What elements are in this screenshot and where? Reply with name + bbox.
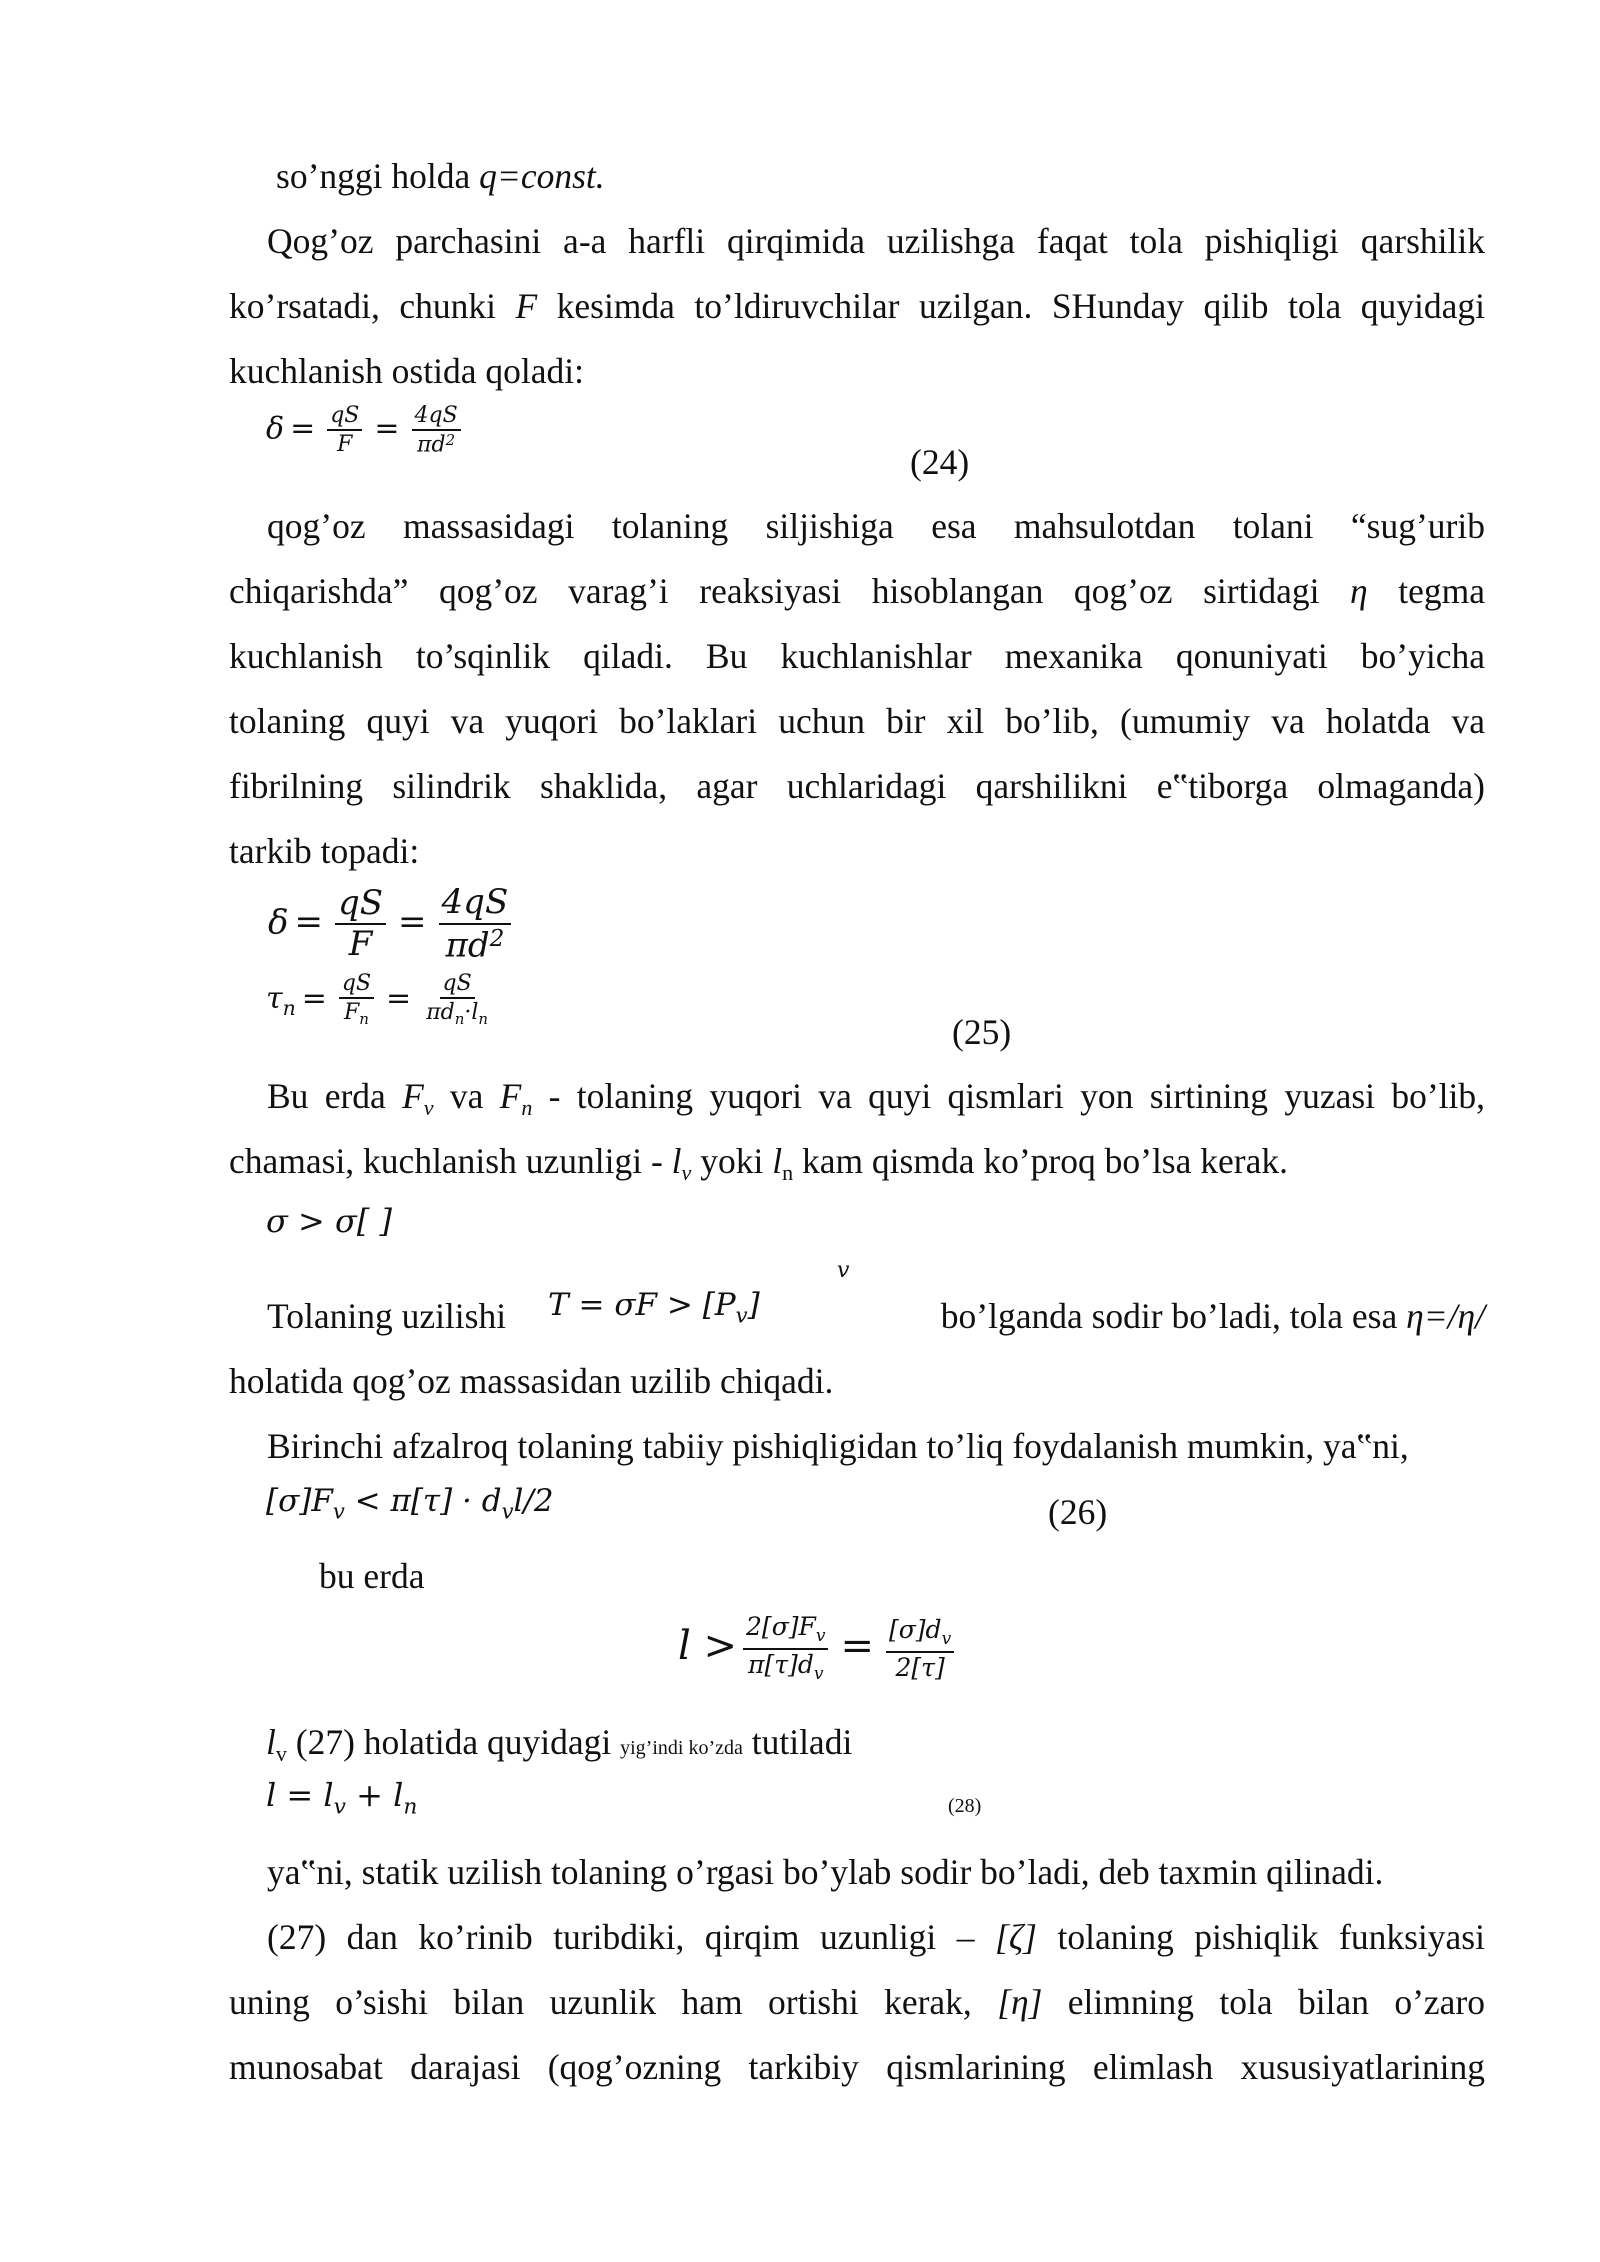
denominator bbox=[414, 431, 458, 457]
equation-24 bbox=[266, 404, 467, 457]
text-span: tegma bbox=[1367, 571, 1485, 611]
math-subscript: v bbox=[941, 1628, 952, 1649]
text-line-17 bbox=[266, 1720, 1522, 1776]
equation-tension bbox=[548, 1287, 760, 1327]
numerator: qS bbox=[335, 886, 386, 926]
text-line-11 bbox=[267, 1074, 1485, 1130]
text-span: kuchlanish to’sqinlik qiladi. Bu kuchlanishlar mexanika qonuniyati bo’yicha bbox=[229, 636, 1485, 676]
text-span: yoki bbox=[691, 1141, 773, 1181]
math-subscript: v bbox=[501, 1498, 514, 1524]
text-span: - tolaning yuqori va quyi qismlari yon sirtining yuzasi bo’lib, bbox=[532, 1076, 1485, 1116]
text-span: munosabat darajasi (qog’ozning tarkibiy qismlarining elimlash xususiyatlarining bbox=[229, 2047, 1485, 2087]
text-line-19 bbox=[267, 1915, 1485, 1959]
subscript: n bbox=[782, 1160, 794, 1185]
denominator bbox=[745, 1650, 826, 1684]
math-subscript: v bbox=[813, 1663, 824, 1684]
text-line-15 bbox=[267, 1424, 1485, 1468]
math-operator: = bbox=[374, 411, 400, 447]
text-span: bu erda bbox=[319, 1556, 425, 1596]
text-span-italic: η=/η/ bbox=[1406, 1296, 1485, 1336]
math-symbol: F bbox=[344, 1000, 360, 1026]
math-symbol: δ bbox=[268, 902, 289, 943]
math-operator: = bbox=[398, 902, 427, 943]
text-span-italic: F bbox=[515, 286, 538, 326]
text-span: so’nggi holda bbox=[276, 156, 480, 196]
math-v-mark: v bbox=[837, 1258, 850, 1283]
denominator: 2[τ] bbox=[895, 1652, 945, 1682]
equation-number-28: (28) bbox=[948, 1795, 982, 1817]
text-span: chiqarishda” qog’oz varag’i reaksiyasi hisoblangan qog’oz sirtidagi bbox=[229, 571, 1351, 611]
text-span: (27) holatida quyidagi bbox=[286, 1722, 621, 1762]
equation-25-row-2 bbox=[266, 972, 497, 1028]
text-line-10 bbox=[229, 829, 1485, 873]
math-symbol: πd bbox=[426, 1000, 455, 1026]
text-line-18 bbox=[267, 1850, 1485, 1894]
math-subscript: v bbox=[815, 1625, 826, 1646]
text-span: fibrilning silindrik shaklida, agar uchlaridagi qarshilikni e‟tiborga olmaganda) bbox=[229, 766, 1485, 806]
fraction bbox=[886, 1614, 954, 1682]
text-span: holatida qog’oz massasidan uzilib chiqadi. bbox=[229, 1361, 834, 1401]
numerator: qS bbox=[440, 972, 475, 999]
denominator bbox=[341, 999, 372, 1028]
math-expression: l = l bbox=[266, 1776, 334, 1814]
math-expression: T = σF > [P bbox=[548, 1287, 736, 1323]
text-line-2 bbox=[267, 219, 1485, 263]
math-subscript: n bbox=[282, 996, 296, 1021]
math-expression: [σ]d bbox=[888, 1614, 942, 1644]
equation-number-24: (24) bbox=[910, 442, 970, 482]
fraction bbox=[412, 404, 461, 457]
denominator bbox=[423, 999, 491, 1028]
math-expression: < π[τ] · d bbox=[344, 1483, 502, 1519]
text-span: ya‟ni, statik uzilish tolaning o’rgasi bo’ylab sodir bo’ladi, deb taxmin qilinadi. bbox=[267, 1852, 1384, 1892]
text-span: kuchlanish ostida qoladi: bbox=[229, 351, 584, 391]
equation-25-row-1 bbox=[268, 882, 517, 966]
equation-28 bbox=[266, 1776, 417, 1820]
text-span: chamasi, kuchlanish uzunligi - bbox=[229, 1141, 672, 1181]
text-line-14 bbox=[229, 1359, 1485, 1403]
math-subscript: v bbox=[735, 1302, 748, 1328]
math-expression: l/2 bbox=[513, 1483, 554, 1519]
math-operator: = bbox=[294, 902, 323, 943]
subscript: v bbox=[275, 1741, 287, 1766]
text-span: Birinchi afzalroq tolaning tabiiy pishiqligidan to’liq foydalanish mumkin, ya‟ni, bbox=[267, 1426, 1409, 1466]
text-line-5 bbox=[267, 504, 1485, 548]
equation-number-26: (26) bbox=[1048, 1492, 1108, 1532]
text-span-italic: [ζ] bbox=[995, 1917, 1038, 1957]
math-symbol: δ bbox=[266, 411, 285, 447]
equation-27 bbox=[678, 1614, 960, 1684]
text-span: elimning tola bilan o’zaro bbox=[1042, 1982, 1485, 2022]
text-span: va bbox=[433, 1076, 500, 1116]
numerator: 4qS bbox=[412, 404, 461, 431]
text-span: ko’rsatadi, chunki bbox=[229, 286, 516, 326]
text-span: kesimda to’ldiruvchilar uzilgan. SHunday qilib tola quyidagi bbox=[537, 286, 1485, 326]
text-span: (27) dan ko’rinib turibdiki, qirqim uzunligi – bbox=[267, 1917, 995, 1957]
inequality-sigma: σ > σ[ ] bbox=[266, 1202, 392, 1240]
text-span: Qog’oz parchasini a-a harfli qirqimida uzilishga faqat tola pishiqligi qarshilik bbox=[267, 221, 1485, 261]
small-text: yig’indi ko’zda bbox=[620, 1737, 743, 1759]
fraction bbox=[339, 972, 374, 1028]
text-span: uning o’sishi bilan uzunlik ham ortishi kerak, bbox=[229, 1982, 998, 2022]
text-line-16 bbox=[319, 1554, 1575, 1598]
text-span-italic: l bbox=[266, 1722, 276, 1762]
text-line-3 bbox=[229, 284, 1485, 328]
text-span: kam qismda ko’proq bo’lsa kerak. bbox=[793, 1141, 1288, 1181]
math-operator: = bbox=[386, 981, 412, 1016]
text-span: bo’lganda sodir bo’ladi, tola esa bbox=[940, 1296, 1407, 1336]
math-expression: [σ]F bbox=[266, 1483, 333, 1519]
text-line-1 bbox=[276, 154, 1532, 198]
math-subscript: n bbox=[454, 1010, 465, 1029]
fraction bbox=[743, 1614, 828, 1684]
numerator bbox=[886, 1614, 954, 1653]
math-subscript: n bbox=[359, 1010, 369, 1029]
equation-26 bbox=[266, 1483, 554, 1523]
text-line-8 bbox=[229, 699, 1485, 743]
math-subscript: v bbox=[333, 1794, 346, 1820]
math-operator: = bbox=[840, 1622, 874, 1669]
math-symbol: ·l bbox=[464, 1000, 479, 1026]
subscript: v bbox=[423, 1095, 434, 1120]
math-expression: π[τ]d bbox=[748, 1649, 814, 1679]
text-line-21 bbox=[229, 2045, 1485, 2089]
math-superscript: 2 bbox=[489, 925, 505, 952]
equation-number-25: (25) bbox=[952, 1012, 1012, 1052]
numerator bbox=[743, 1614, 828, 1650]
numerator: 4qS bbox=[439, 885, 512, 925]
text-span: tolaning quyi va yuqori bo’laklari uchun bir xil bo’lib, (umumiy va holatda va bbox=[229, 701, 1485, 741]
text-line-12 bbox=[229, 1139, 1485, 1195]
math-operator: = bbox=[290, 411, 316, 447]
math-expression: + l bbox=[345, 1776, 404, 1814]
text-span: Bu erda bbox=[267, 1076, 403, 1116]
text-line-7 bbox=[229, 634, 1485, 678]
text-line-4 bbox=[229, 349, 1485, 393]
numerator: qS bbox=[339, 972, 374, 999]
text-span-italic: l bbox=[671, 1141, 682, 1181]
math-superscript: 2 bbox=[445, 431, 456, 450]
math-subscript: n bbox=[478, 1010, 489, 1029]
math-subscript: n bbox=[403, 1794, 418, 1820]
text-line-20 bbox=[229, 1980, 1485, 2024]
numerator: qS bbox=[327, 404, 362, 431]
fraction bbox=[423, 972, 491, 1028]
subscript: v bbox=[681, 1160, 692, 1185]
text-span-italic: [η] bbox=[997, 1982, 1043, 2022]
fraction bbox=[335, 882, 386, 965]
math-symbol: ] bbox=[747, 1287, 760, 1323]
text-span: qog’oz massasidagi tolaning siljishiga esa mahsulotdan tolani “sug’urib bbox=[267, 506, 1485, 546]
fraction bbox=[439, 882, 512, 966]
text-span-italic: η bbox=[1350, 571, 1368, 611]
text-span: tutiladi bbox=[742, 1722, 853, 1762]
text-span-italic: q=const. bbox=[479, 156, 605, 196]
subscript: n bbox=[521, 1095, 533, 1120]
text-span: Tolaning uzilishi bbox=[267, 1296, 507, 1336]
math-expression: 2[σ]F bbox=[746, 1612, 816, 1641]
math-symbol: τ bbox=[266, 981, 283, 1016]
denominator: F bbox=[337, 432, 353, 458]
math-symbol: πd bbox=[445, 925, 490, 966]
text-line-9 bbox=[229, 764, 1485, 808]
text-span-italic: F bbox=[499, 1076, 522, 1116]
text-span: tarkib topadi: bbox=[229, 831, 420, 871]
text-line-13-rest bbox=[849, 1294, 1485, 1338]
denominator: F bbox=[348, 924, 373, 965]
text-line-6 bbox=[229, 569, 1485, 613]
math-subscript: v bbox=[332, 1498, 345, 1524]
math-expression: l > bbox=[678, 1622, 738, 1669]
text-span-italic: F bbox=[402, 1076, 424, 1116]
math-symbol: πd bbox=[417, 432, 446, 458]
text-span: tolaning pishiqlik funksiyasi bbox=[1037, 1917, 1485, 1957]
text-span-italic: l bbox=[772, 1141, 783, 1181]
fraction bbox=[327, 404, 362, 456]
denominator bbox=[442, 925, 507, 964]
math-operator: = bbox=[301, 981, 327, 1016]
